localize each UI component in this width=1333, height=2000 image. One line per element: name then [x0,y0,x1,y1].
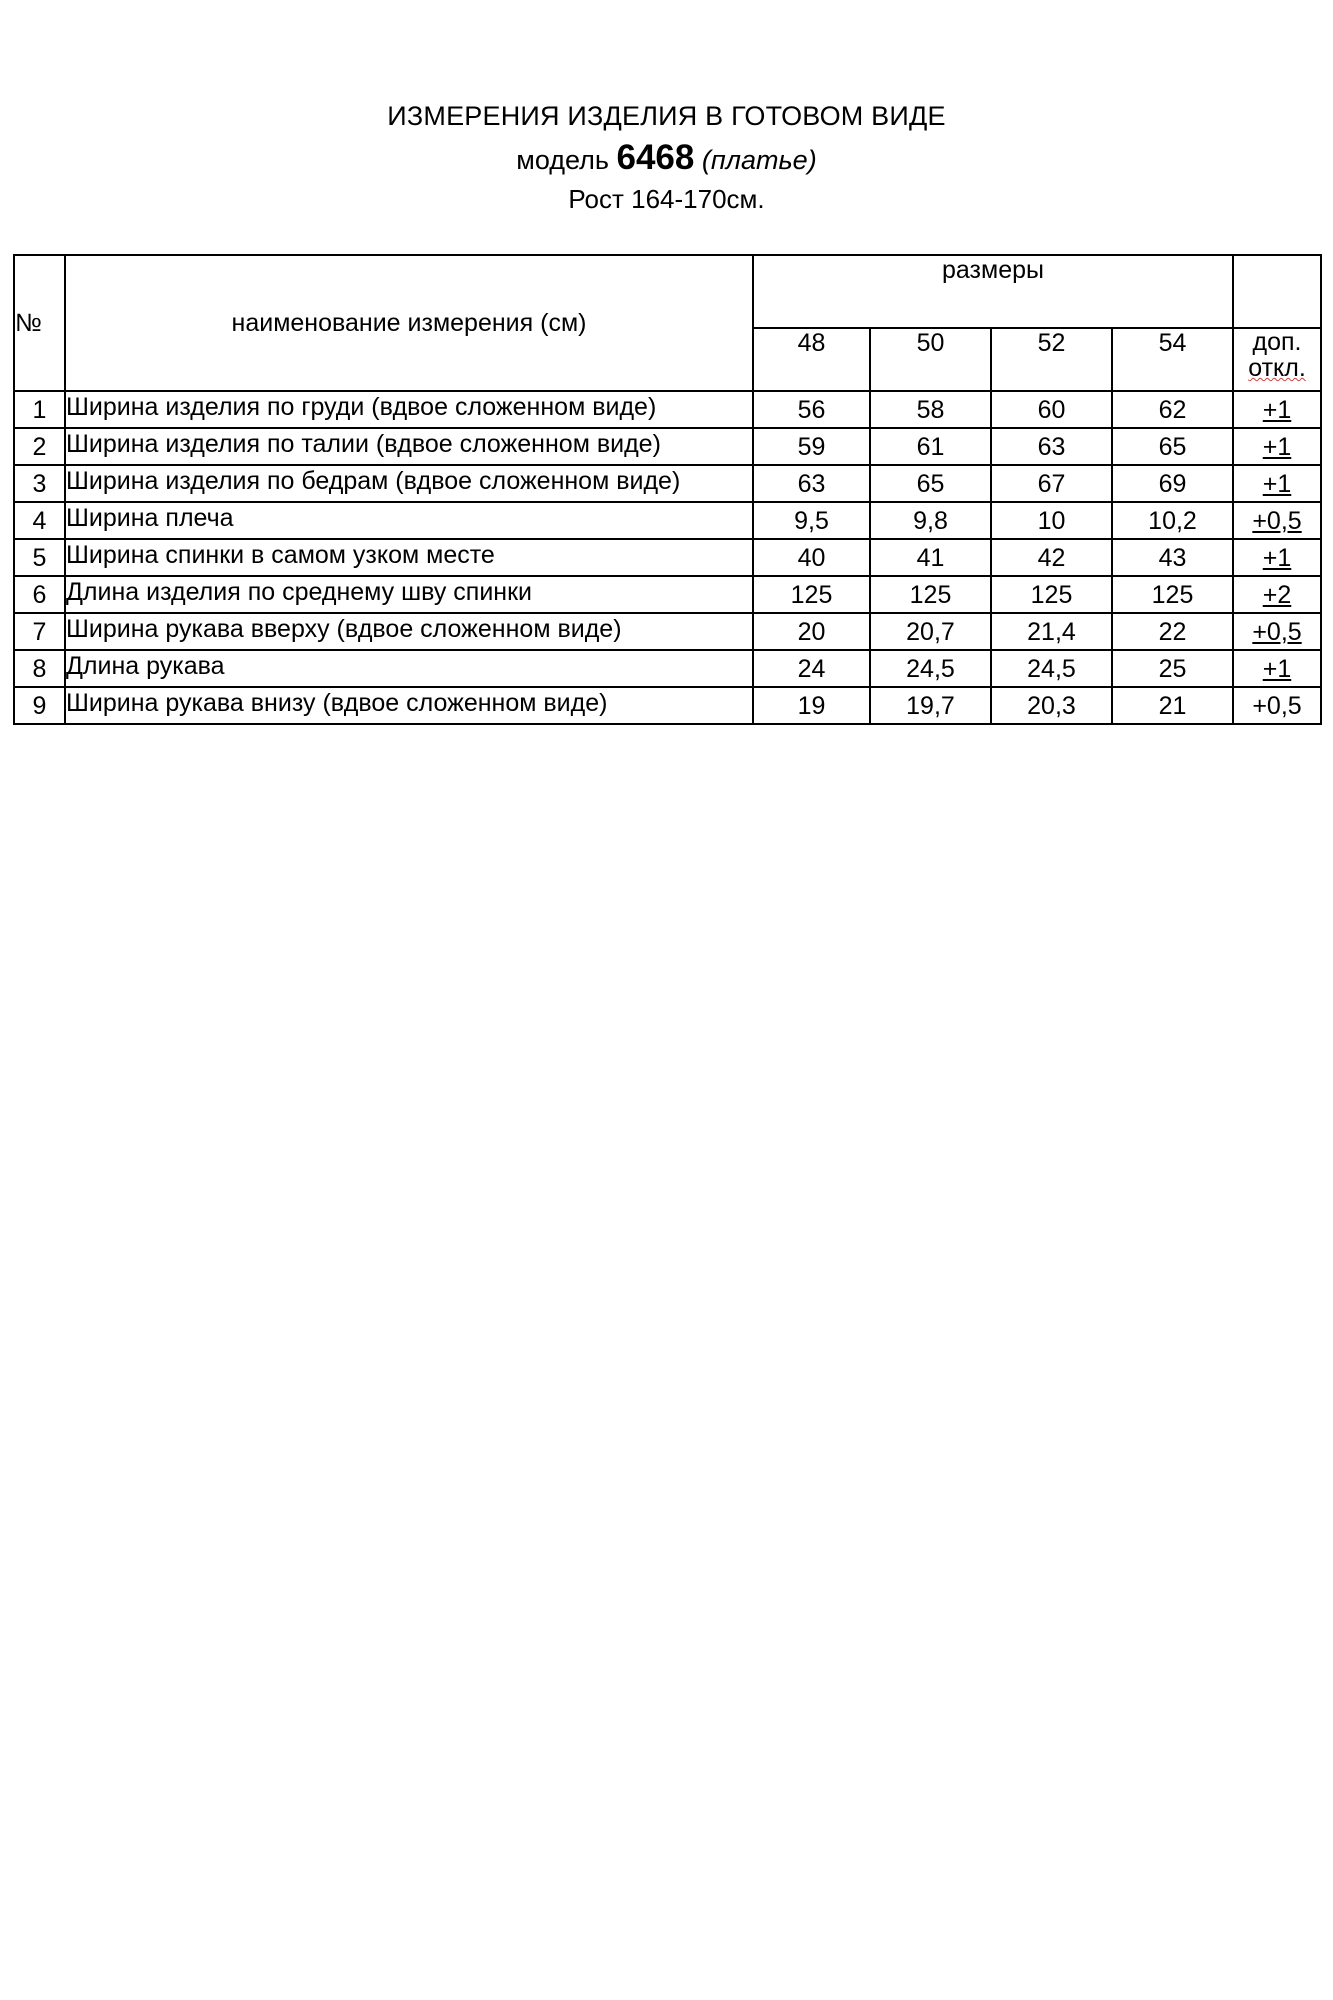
header-size: 50 [870,328,991,391]
table-row [14,687,1321,724]
tolerance-value [1233,576,1321,613]
size-value: 9,5 [753,502,870,539]
size-value: 24,5 [991,650,1112,687]
size-value: 125 [1112,576,1233,613]
size-value: 21 [1112,687,1233,724]
row-label: Ширина изделия по бедрам (вдвое сложенном виде) [65,465,753,502]
tolerance-text: +0,5 [1252,507,1302,535]
tolerance-text: +0,5 [1252,618,1302,646]
size-value: 65 [1112,428,1233,465]
header-measurement-name: наименование измерения (см) [65,255,753,391]
size-value: 42 [991,539,1112,576]
size-value: 9,8 [870,502,991,539]
header-tolerance-line1: доп. [1252,328,1302,357]
tolerance-text: +1 [1262,655,1292,683]
size-value: 59 [753,428,870,465]
model-type: (платье) [701,145,817,175]
table-row [14,539,1321,576]
tolerance-value [1233,539,1321,576]
measurements-table [13,254,1322,725]
tolerance-value [1233,502,1321,539]
model-number: 6468 [616,138,695,177]
tolerance-text: +2 [1262,581,1292,609]
row-number: 5 [14,539,65,576]
size-value: 24,5 [870,650,991,687]
size-value: 61 [870,428,991,465]
row-number: 9 [14,687,65,724]
header-size: 48 [753,328,870,391]
header-empty-cell [1233,255,1321,328]
size-value: 58 [870,391,991,428]
header-tolerance [1233,328,1321,391]
size-value: 19 [753,687,870,724]
tolerance-text: +0,5 [1252,692,1302,720]
row-number: 6 [14,576,65,613]
tolerance-text: +1 [1262,470,1292,498]
tolerance-value [1233,465,1321,502]
height-range: Рост 164-170см. [568,184,765,214]
size-value: 19,7 [870,687,991,724]
size-value: 63 [753,465,870,502]
row-number: 3 [14,465,65,502]
tolerance-value [1233,650,1321,687]
size-value: 24 [753,650,870,687]
row-number: 8 [14,650,65,687]
row-number: 2 [14,428,65,465]
header-sizes: размеры [753,255,1233,328]
size-value: 125 [753,576,870,613]
row-number: 7 [14,613,65,650]
row-label: Ширина рукава вверху (вдвое сложенном виде) [65,613,753,650]
size-value: 10,2 [1112,502,1233,539]
row-number: 1 [14,391,65,428]
size-value: 65 [870,465,991,502]
tolerance-text: +1 [1262,544,1292,572]
table-row [14,502,1321,539]
size-value: 56 [753,391,870,428]
table-row [14,650,1321,687]
size-value: 43 [1112,539,1233,576]
size-value: 20 [753,613,870,650]
size-value: 10 [991,502,1112,539]
model-line [0,138,1333,180]
row-label: Ширина плеча [65,502,753,539]
document-header [0,96,1333,218]
document-title: ИЗМЕРЕНИЯ ИЗДЕЛИЯ В ГОТОВОМ ВИДЕ [387,101,946,131]
tolerance-text: +1 [1262,396,1292,424]
table-row [14,465,1321,502]
size-value: 41 [870,539,991,576]
row-label: Ширина рукава внизу (вдвое сложенном виде) [65,687,753,724]
size-value: 60 [991,391,1112,428]
table-row [14,428,1321,465]
table-row [14,613,1321,650]
tolerance-value [1233,687,1321,724]
size-value: 21,4 [991,613,1112,650]
size-value: 25 [1112,650,1233,687]
row-label: Длина изделия по среднему шву спинки [65,576,753,613]
size-value: 20,3 [991,687,1112,724]
row-label: Ширина спинки в самом узком месте [65,539,753,576]
size-value: 20,7 [870,613,991,650]
size-value: 63 [991,428,1112,465]
size-value: 125 [870,576,991,613]
size-value: 125 [991,576,1112,613]
table-row [14,391,1321,428]
row-label: Длина рукава [65,650,753,687]
row-label: Ширина изделия по талии (вдвое сложенном виде) [65,428,753,465]
header-size: 54 [1112,328,1233,391]
table-row [14,576,1321,613]
tolerance-text: +1 [1262,433,1292,461]
header-tolerance-line2: откл. [1248,354,1306,383]
tolerance-value [1233,391,1321,428]
header-number: № [14,255,65,391]
size-value: 22 [1112,613,1233,650]
size-value: 69 [1112,465,1233,502]
size-value: 40 [753,539,870,576]
header-size: 52 [991,328,1112,391]
size-value: 62 [1112,391,1233,428]
tolerance-value [1233,613,1321,650]
row-number: 4 [14,502,65,539]
size-value: 67 [991,465,1112,502]
row-label: Ширина изделия по груди (вдвое сложенном виде) [65,391,753,428]
model-prefix: модель [516,145,609,175]
tolerance-value [1233,428,1321,465]
